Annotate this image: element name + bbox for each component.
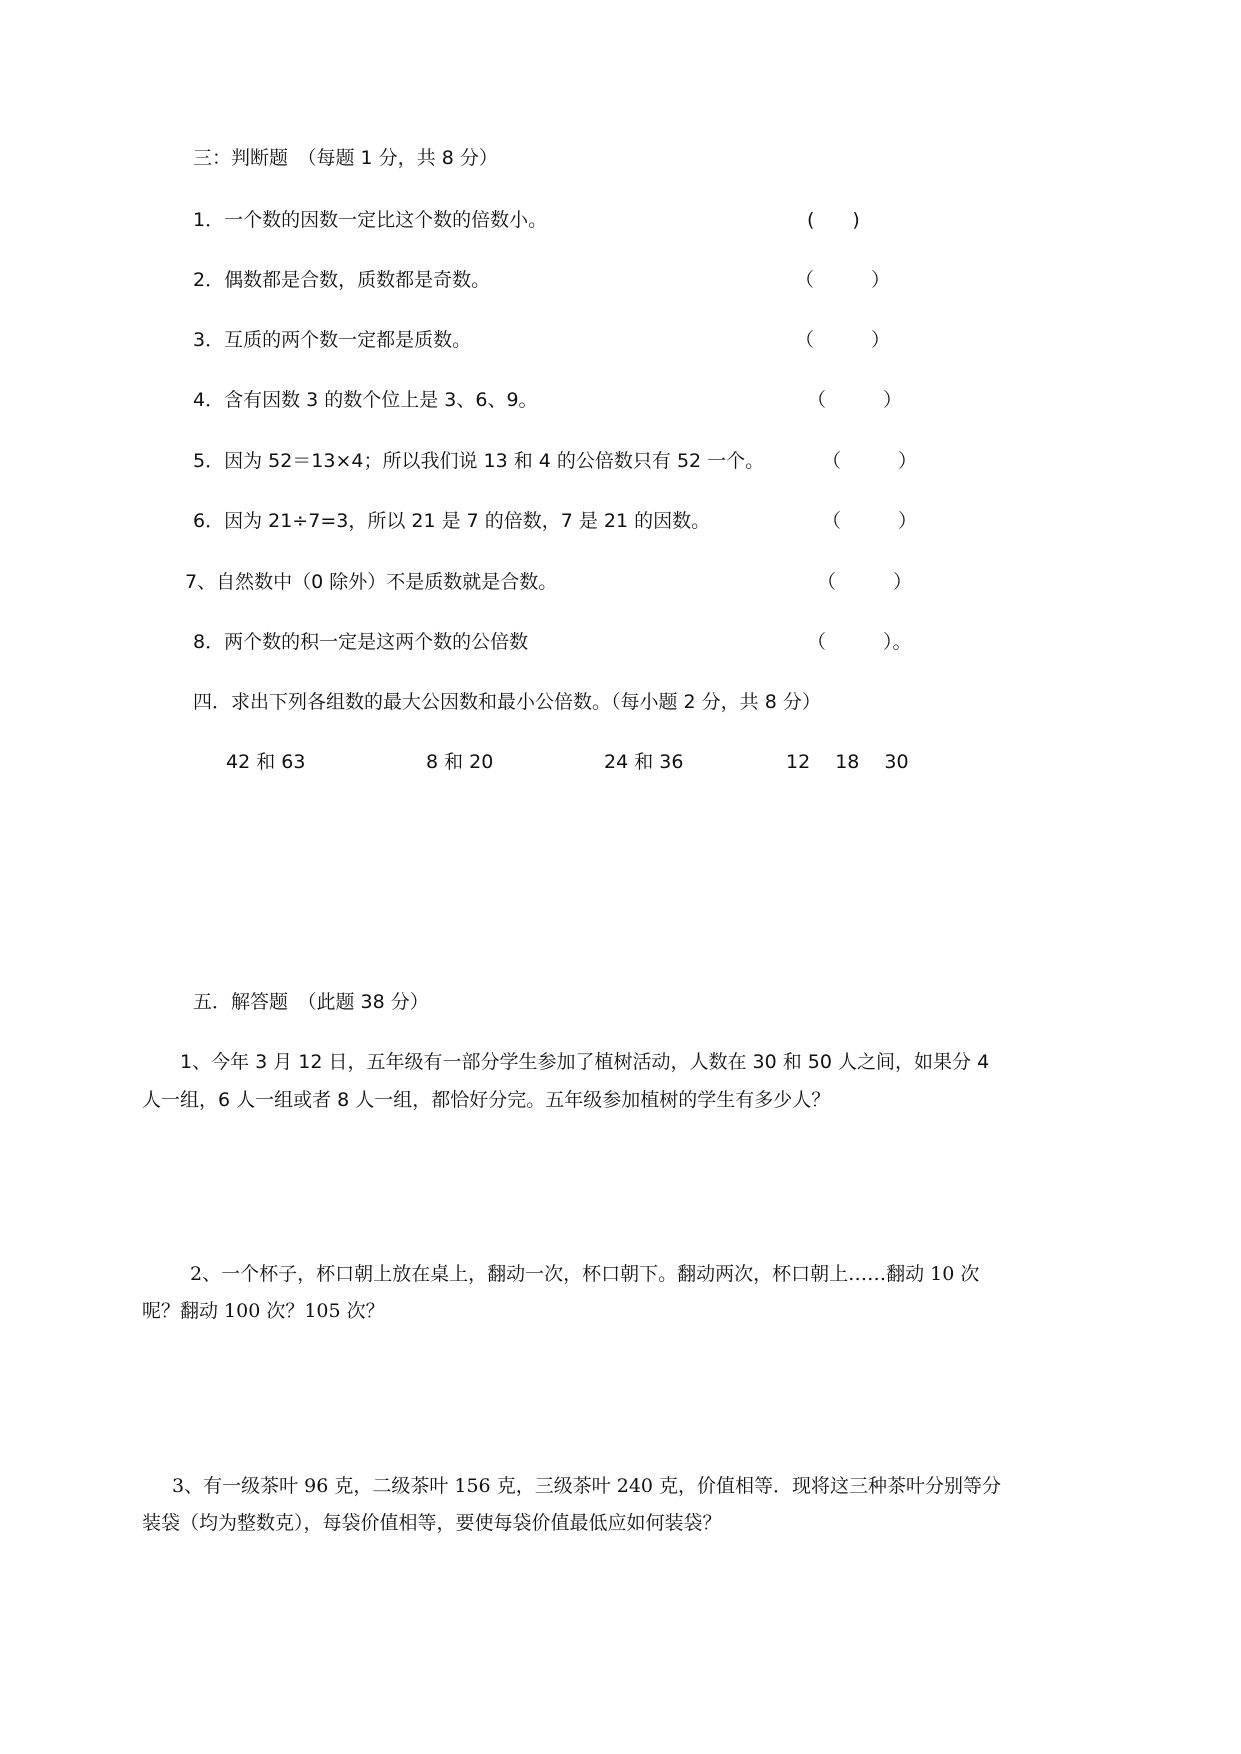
answer-bracket-2[interactable]: （ ） (795, 269, 891, 291)
question-2: 2．偶数都是合数，质数都是奇数。 (193, 269, 491, 291)
question-3: 3．互质的两个数一定都是质数。 (193, 329, 472, 351)
question-6: 6．因为 21÷7=3，所以 21 是 7 的倍数，7 是 21 的因数。 (193, 510, 711, 532)
answer-bracket-3[interactable]: （ ） (795, 329, 891, 351)
question-1: 1．一个数的因数一定比这个数的倍数小。 (193, 209, 548, 231)
number-group-1: 42 和 63 (226, 751, 306, 773)
answer-bracket-8[interactable]: （ ）。 (807, 631, 912, 653)
answer-bracket-7[interactable]: （ ） (817, 571, 913, 593)
section5-title: 五．解答题 （此题 38 分） (193, 991, 429, 1013)
answer-bracket-5[interactable]: （ ） (822, 450, 918, 472)
question-5: 5．因为 52＝13×4；所以我们说 13 和 4 的公倍数只有 52 一个。 (193, 450, 765, 472)
answer-bracket-6[interactable]: （ ） (822, 510, 918, 532)
problem-2-line-2: 呢？翻动 100 次？105 次？ (142, 1300, 385, 1322)
problem-3-line-1: 3、有一级茶叶 96 克，二级茶叶 156 克，三级茶叶 240 克，价值相等．现将这三种茶叶分别等分 (172, 1475, 1002, 1497)
problem-3-line-2: 装袋（均为整数克），每袋价值相等，要使每袋价值最低应如何装袋？ (142, 1512, 722, 1534)
answer-bracket-1[interactable]: ( ) (807, 209, 860, 231)
problem-1-line-1: 1、今年 3 月 12 日，五年级有一部分学生参加了植树活动，人数在 30 和 50 人之间，如果分 4 (180, 1051, 990, 1073)
section4-title: 四．求出下列各组数的最大公因数和最小公倍数。（每小题 2 分，共 8 分） (193, 691, 821, 713)
section3-title: 三：判断题 （每题 1 分，共 8 分） (193, 147, 498, 169)
number-group-4: 12 18 30 (786, 751, 909, 773)
answer-bracket-4[interactable]: （ ） (807, 389, 903, 411)
number-group-2: 8 和 20 (426, 751, 494, 773)
problem-2-line-1: 2、一个杯子，杯口朝上放在桌上，翻动一次，杯口朝下。翻动两次，杯口朝上……翻动 10 次 (190, 1263, 980, 1285)
number-group-3: 24 和 36 (604, 751, 684, 773)
question-7: 7、自然数中（0 除外）不是质数就是合数。 (185, 571, 558, 593)
problem-1-line-2: 人一组，6 人一组或者 8 人一组，都恰好分完。五年级参加植树的学生有多少人？ (142, 1089, 831, 1111)
question-4: 4．含有因数 3 的数个位上是 3、6、9。 (193, 389, 538, 411)
question-8: 8．两个数的积一定是这两个数的公倍数 (193, 631, 529, 653)
